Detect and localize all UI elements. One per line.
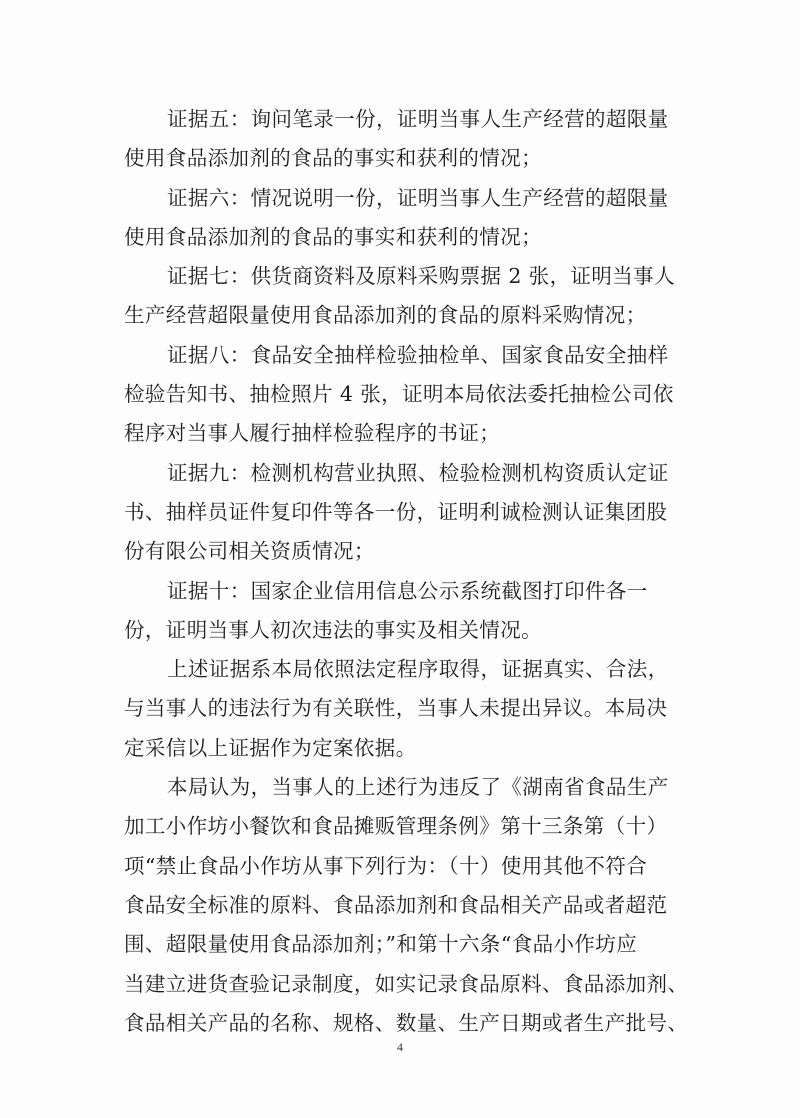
paragraph-evidence-summary [124, 650, 684, 768]
text-line: 检验告知书、抽检照片 4 张，证明本局依法委托抽检公司依 [124, 382, 674, 407]
text-line: 当建立进货查验记录制度，如实记录食品原料、食品添加剂、 [124, 971, 689, 996]
text-line: 项“禁止食品小作坊从事下列行为：（十）使用其他不符合 [124, 853, 648, 878]
text-line: 与当事人的违法行为有关联性，当事人未提出异议。本局决 [124, 696, 668, 721]
text-line: 证据七：供货商资料及原料采购票据 2 张，证明当事人 [167, 264, 675, 289]
text-line: 加工小作坊小餐饮和食品摊贩管理条例》第十三条第（十） [124, 814, 668, 839]
text-line: 证据五：询问笔录一份，证明当事人生产经营的超限量 [167, 107, 669, 131]
document-body [124, 100, 689, 1043]
text-line: 份，证明当事人初次违法的事实及相关情况。 [124, 617, 542, 642]
text-line: 使用食品添加剂的食品的事实和获利的情况； [124, 224, 542, 249]
text-line: 围、超限量使用食品添加剂；”和第十六条“食品小作坊应 [124, 932, 638, 957]
text-line: 生产经营超限量使用食品添加剂的食品的原料采购情况； [124, 303, 647, 328]
paragraph-evidence-6 [124, 179, 684, 258]
text-line: 书、抽样员证件复印件等各一份，证明利诚检测认证集团股 [124, 499, 668, 524]
text-line: 证据九：检测机构营业执照、检验检测机构资质认定证 [167, 460, 669, 485]
text-line: 份有限公司相关资质情况； [124, 539, 375, 564]
text-line: 证据六：情况说明一份，证明当事人生产经营的超限量 [167, 185, 669, 210]
page-number: 4 [397, 1040, 403, 1054]
text-line: 上述证据系本局依照法定程序取得，证据真实、合法， [167, 657, 669, 682]
text-line: 使用食品添加剂的食品的事实和获利的情况； [124, 146, 542, 171]
paragraph-finding [124, 768, 689, 1043]
text-line: 本局认为，当事人的上述行为违反了《湖南省食品生产 [167, 775, 669, 800]
text-line: 食品安全标准的原料、食品添加剂和食品相关产品或者超范 [124, 892, 668, 917]
paragraph-evidence-8 [124, 336, 684, 454]
text-line: 证据十：国家企业信用信息公示系统截图打印件各一 [167, 578, 648, 603]
text-line: 证据八：食品安全抽样检验抽检单、国家食品安全抽样 [167, 342, 669, 367]
text-line: 食品相关产品的名称、规格、数量、生产日期或者生产批号、 [124, 1010, 689, 1035]
paragraph-evidence-9 [124, 454, 684, 572]
text-line: 定采信以上证据作为定案依据。 [124, 735, 417, 760]
paragraph-evidence-10 [124, 572, 684, 651]
paragraph-evidence-5 [124, 100, 684, 179]
paragraph-evidence-7 [124, 257, 684, 336]
text-line: 程序对当事人履行抽样检验程序的书证； [124, 421, 501, 446]
